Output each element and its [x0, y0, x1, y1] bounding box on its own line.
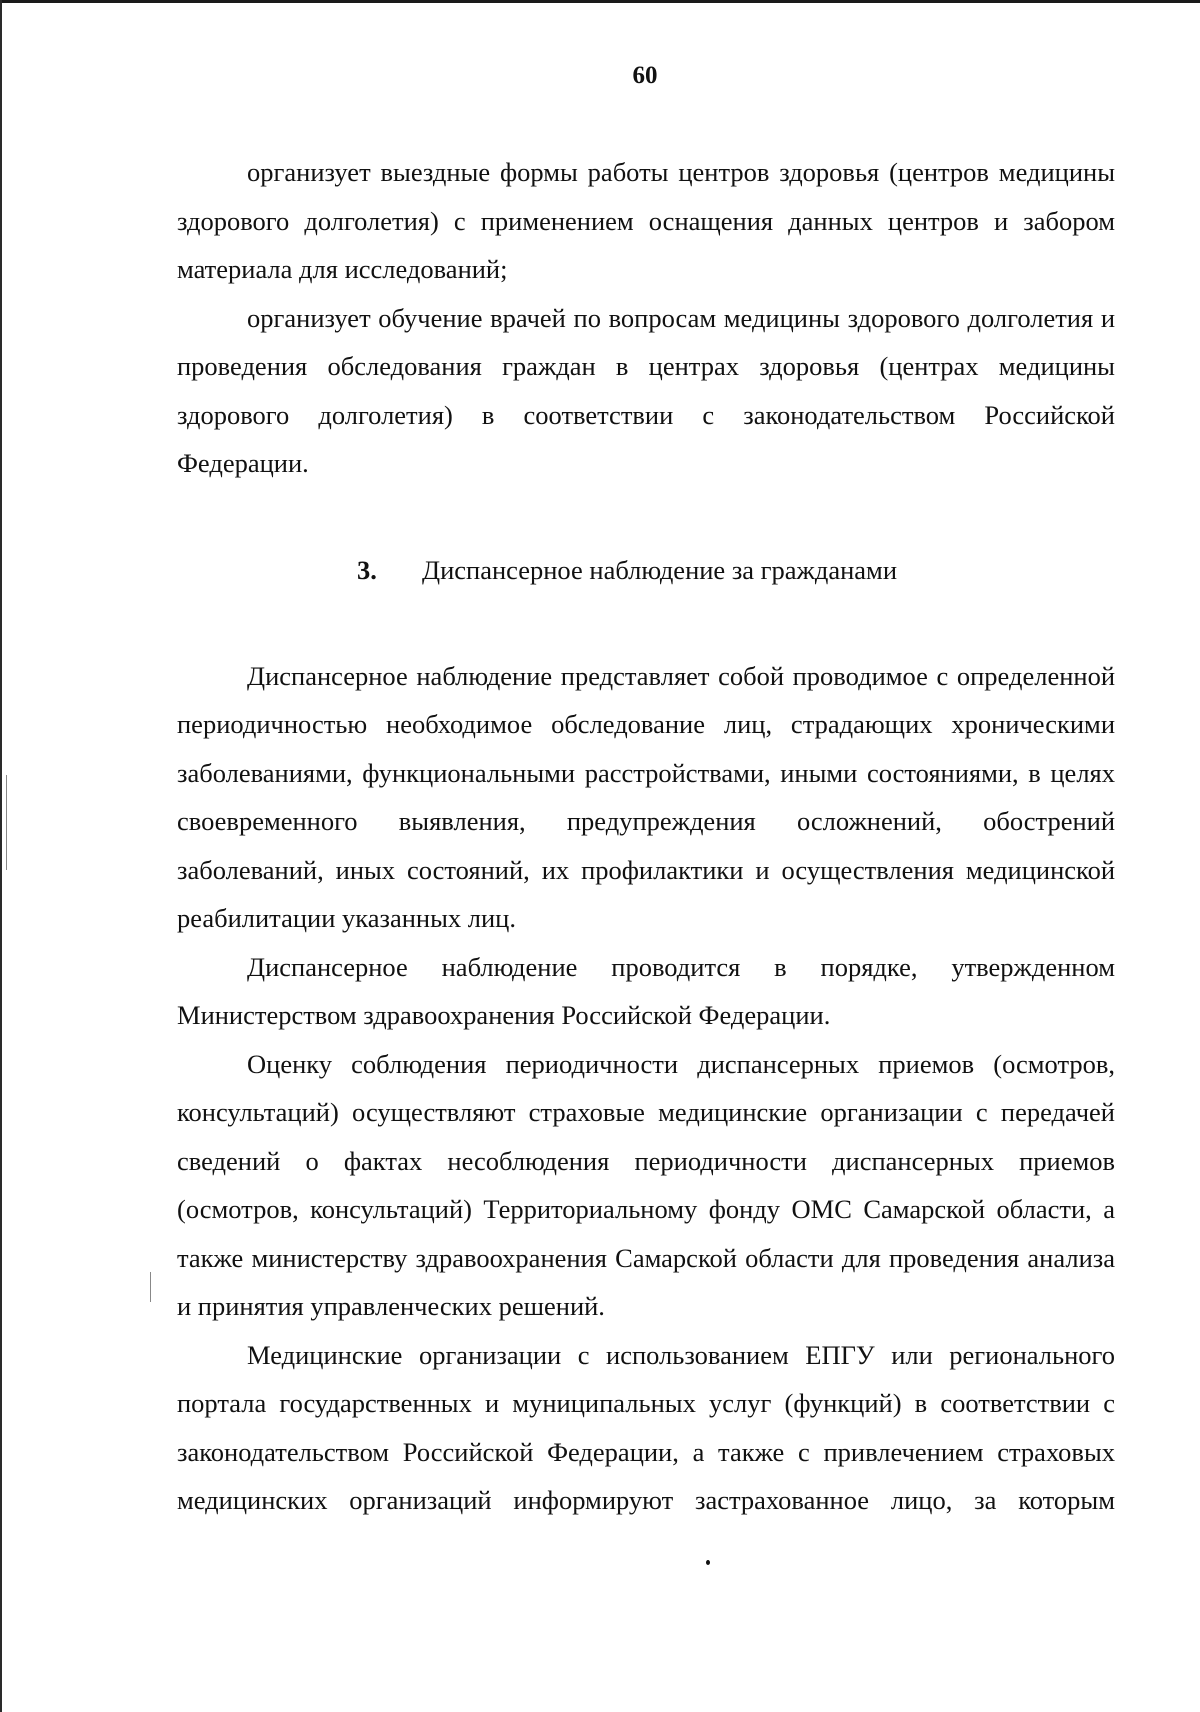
scan-edge-mark — [150, 1272, 151, 1302]
document-body — [177, 148, 1115, 1525]
scan-border-top — [0, 0, 1200, 3]
scan-edge-mark — [6, 775, 7, 870]
paragraph: организует выездные формы работы центров здоровья (центров медицины здорового долголетия) с применением оснащения данных центров и забором материала для исследований; — [177, 157, 1115, 284]
scan-dot-mark — [706, 1560, 710, 1565]
paragraph: Медицинские организации с использованием ЕПГУ или регионального портала государственных и муниципальных услуг (функций) в соответствии с законодательством Российской Федерации, а также с привлечением страховых медицинских организаций информируют застрахованное лицо, за которым — [177, 1339, 1115, 1515]
paragraph: организует обучение врачей по вопросам медицины здорового долголетия и проведения обследования граждан в центрах здоровья (центрах медицины здорового долголетия) в соответствии с законодательством Российской Федерации. — [177, 302, 1115, 478]
section-title: Диспансерное наблюдение за гражданами — [422, 554, 898, 585]
paragraph: Диспансерное наблюдение проводится в порядке, утвержденном Министерством здравоохранения Российской Федерации. — [177, 951, 1115, 1030]
paragraph: Оценку соблюдения периодичности диспансерных приемов (осмотров, консультаций) осуществляют страховые медицинские организации с передачей сведений о фактах несоблюдения периодичности диспансерных приемов (осмотров, консультаций) Территориальному фонду ОМС Самарской области, а также министерству здравоохранения Самарской области для проведения анализа и принятия управленческих решений. — [177, 1048, 1115, 1321]
page-number: 60 — [632, 62, 658, 89]
section-number: 3. — [357, 554, 377, 585]
scan-border-left — [0, 0, 2, 1712]
paragraph: Диспансерное наблюдение представляет собой проводимое с определенной периодичностью необходимое обследование лиц, страдающих хроническими заболеваниями, функциональными расстройствами, иными состояниями, в целях своевременного выявления, предупреждения осложнений, обострений заболеваний, иных состояний, их профилактики и осуществления медицинской реабилитации указанных лиц. — [177, 660, 1115, 933]
section-heading — [177, 550, 1115, 590]
